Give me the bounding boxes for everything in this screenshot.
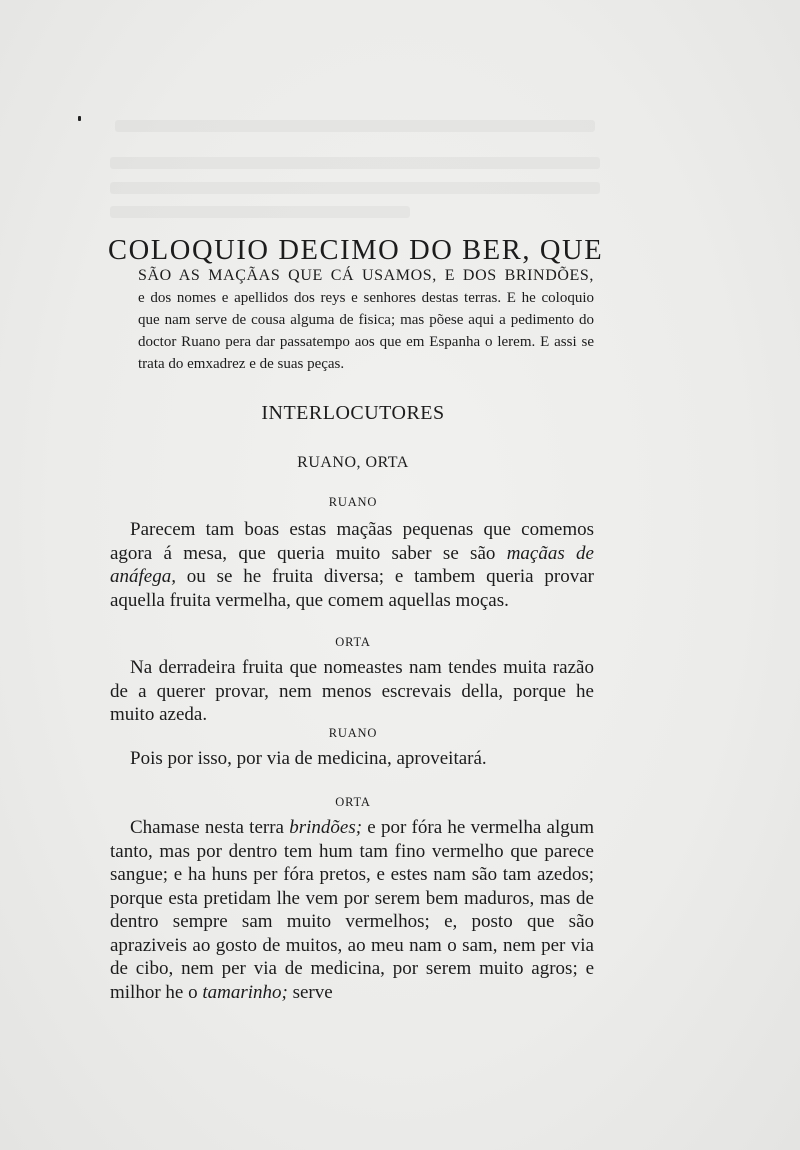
- intro-body: e dos nomes e apellidos dos reys e senhores destas terras. E he coloquio que nam serve de cousa alguma de fisica; mas põese aqui a pedimento do doctor Ruano pera dar passatempo aos que em Espanha o lerem. E assi se trata do emxadrez e de suas peças.: [138, 290, 594, 372]
- dialogue-italic: tamarinho;: [202, 981, 288, 1003]
- interlocutors-heading: INTERLOCUTORES: [261, 402, 445, 424]
- dialogue-text: Pois por isso, por via de medicina, aproveitará.: [130, 748, 487, 769]
- dialogue-text: Na derradeira fruita que nomeastes nam tendes muita razão de a querer provar, nem menos escrevais della, porque he muito azeda.: [110, 657, 594, 725]
- show-through: [110, 157, 600, 169]
- dialogue-text: serve: [287, 981, 333, 1003]
- speaker-label: ORTA: [335, 635, 371, 649]
- paper-speck: [78, 116, 81, 121]
- speaker-label: RUANO: [328, 495, 378, 509]
- show-through: [110, 182, 600, 194]
- speaker-label: RUANO: [328, 726, 378, 740]
- intro-lead: SÃO AS MAÇÃAS QUE CÁ USAMOS, E DOS BRINDÕES,: [138, 267, 594, 284]
- show-through: [110, 206, 410, 218]
- chapter-intro: [138, 265, 594, 375]
- chapter-title: COLOQUIO DECIMO DO BER, QUE: [108, 235, 604, 266]
- dialogue-italic: brindões;: [289, 817, 363, 838]
- speaker-label: ORTA: [335, 795, 371, 809]
- dialogue-paragraph: [110, 518, 594, 612]
- dialogue-paragraph: [110, 747, 594, 771]
- dialogue-text: ou se he fruita diversa; e tambem queria provar aquella fruita vermelha, que comem aquellas moças.: [110, 566, 594, 611]
- dialogue-text: e por fóra he vermelha algum tanto, mas por dentro tem hum tam fino vermelho que parece sangue; e ha huns per fóra pretos, e estes nam são tam azedos; porque esta pretidam lhe vem por serem bem maduros, mas de dentro sempre sam muito vermelhos; e, posto que são apraziveis ao gosto de muitos, ao meu nam o sam, nem per via de cibo, nem per via de medicina, por serem muito agros; e milhor he o: [110, 817, 594, 1003]
- interlocutors-names: RUANO, ORTA: [297, 454, 409, 471]
- dialogue-paragraph: [110, 656, 594, 727]
- dialogue-paragraph: [110, 816, 594, 1004]
- dialogue-text: Parecem tam boas estas maçãas pequenas que comemos agora á mesa, que queria muito saber se são: [110, 519, 594, 564]
- show-through: [115, 120, 595, 132]
- dialogue-italic: maçãas de anáfega,: [110, 542, 594, 587]
- dialogue-text: Chamase nesta terra: [130, 817, 290, 838]
